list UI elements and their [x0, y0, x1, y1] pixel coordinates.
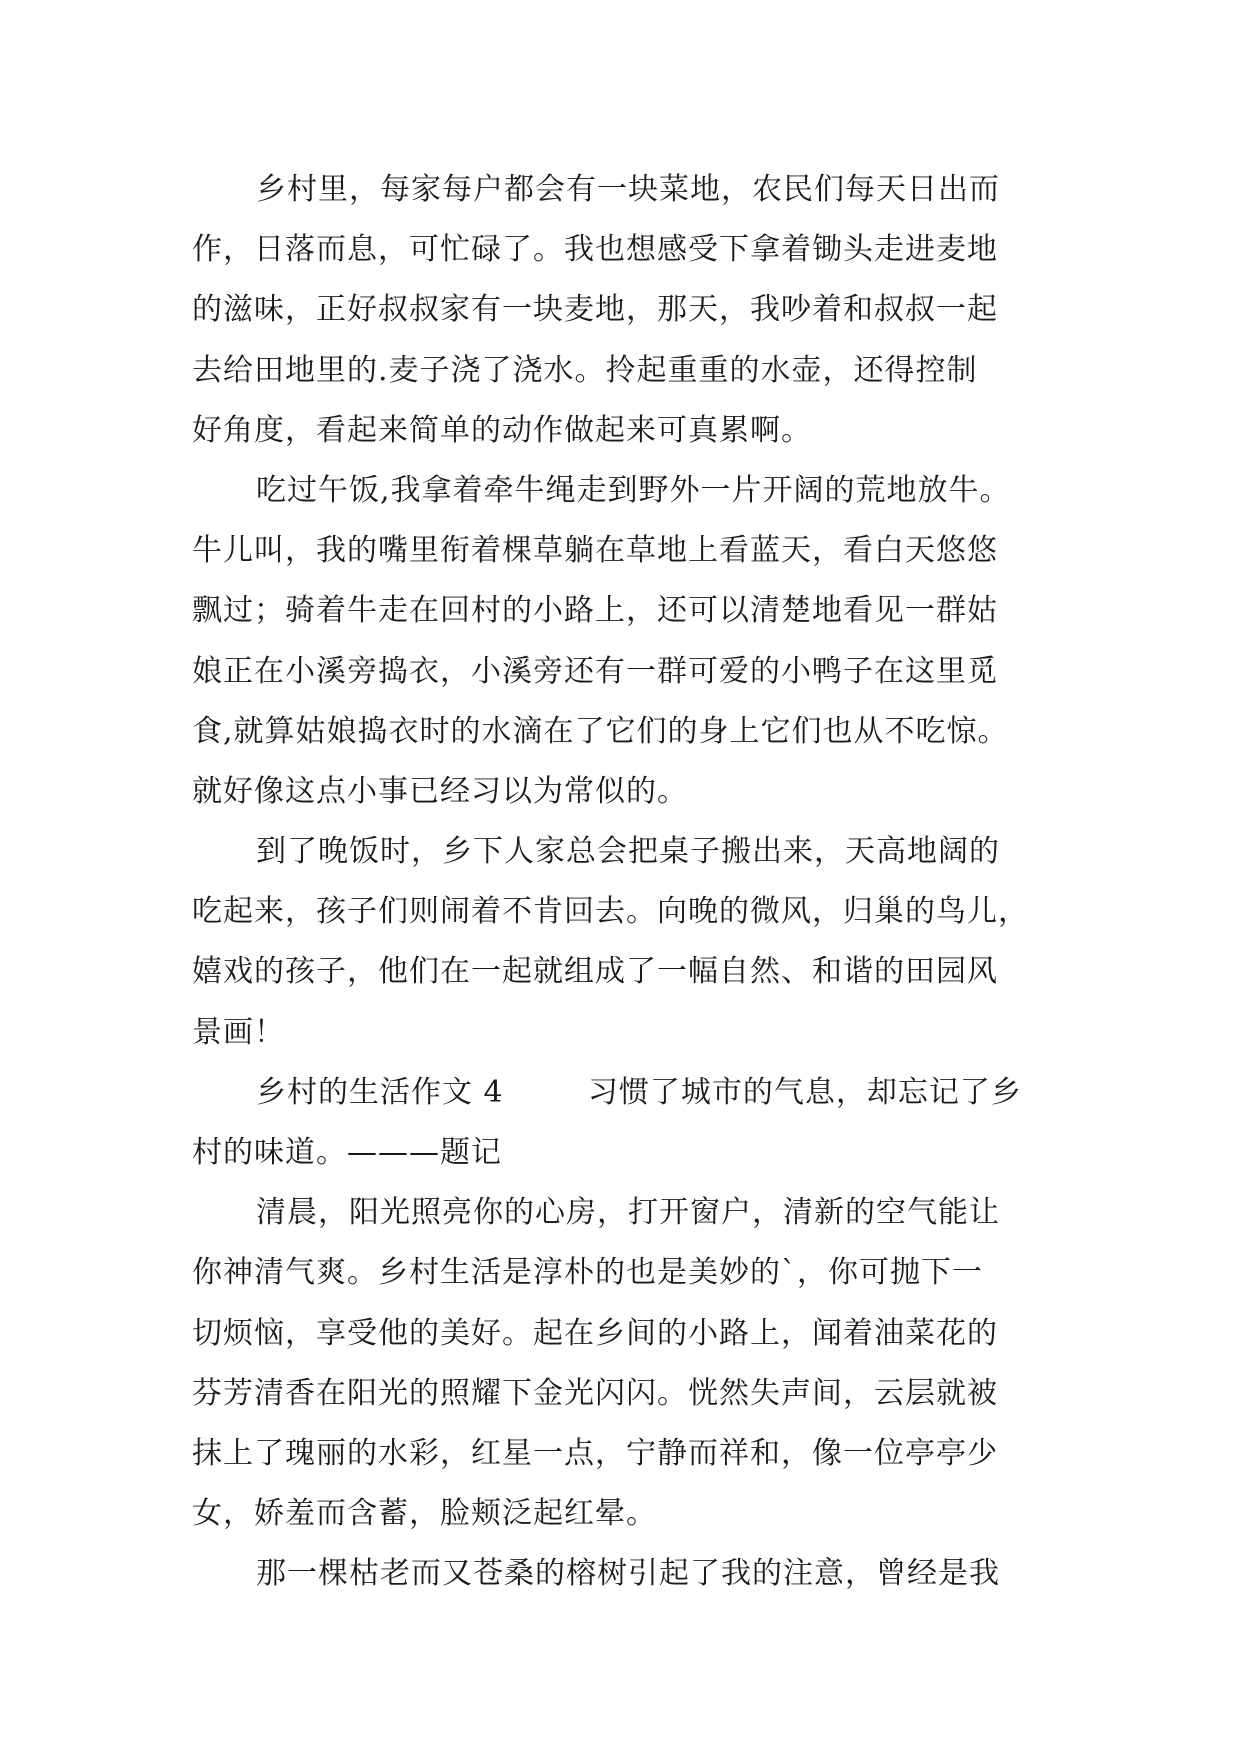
text-line: 食,就算姑娘捣衣时的水滴在了它们的身上它们也从不吃惊。 [192, 713, 1009, 749]
text-line: 吃起来，孩子们则闹着不肯回去。向晚的微风，归巢的鸟儿， [192, 894, 1029, 930]
text-line: 作，日落而息，可忙碌了。我也想感受下拿着锄头走进麦地 [192, 232, 998, 268]
text-line: 清晨，阳光照亮你的心房，打开窗户，清新的空气能让 [256, 1195, 1000, 1231]
document-body [192, 160, 1072, 1605]
text-line: 女，娇羞而含蓄，脸颊泛起红晕。 [192, 1496, 657, 1532]
paragraph [192, 822, 1072, 1063]
text-line: 乡村里，每家每户都会有一块菜地，农民们每天日出而 [256, 172, 1000, 207]
text-line: 去给田地里的.麦子浇了浇水。拎起重重的水壶，还得控制 [192, 352, 978, 388]
text-line: 切烦恼，享受他的美好。起在乡间的小路上，闻着油菜花的 [192, 1315, 998, 1351]
text-line: 就好像这点小事已经习以为常似的。 [192, 773, 688, 809]
paragraph [192, 461, 1072, 822]
text-line: 那一棵枯老而又苍桑的榕树引起了我的注意，曾经是我 [256, 1556, 1000, 1592]
text-line: 抹上了瑰丽的水彩，红星一点，宁静而祥和，像一位亭亭少 [192, 1435, 998, 1471]
text-line: 芬芳清香在阳光的照耀下金光闪闪。恍然失声间，云层就被 [192, 1375, 998, 1411]
text-line: 吃过午饭,我拿着牵牛绳走到野外一片开阔的荒地放牛。 [256, 472, 1011, 508]
text-line: 牛儿叫，我的嘴里衔着棵草躺在草地上看蓝天，看白天悠悠 [192, 533, 998, 569]
text-line: 乡村的生活作文 4 习惯了城市的气息，却忘记了乡 [256, 1074, 1022, 1110]
paragraph [192, 160, 1072, 461]
text-line: 的滋味，正好叔叔家有一块麦地，那天，我吵着和叔叔一起 [192, 292, 998, 328]
paragraph [192, 1183, 1072, 1544]
text-line: 嬉戏的孩子，他们在一起就组成了一幅自然、和谐的田园风 [192, 954, 998, 990]
text-line: 飘过；骑着牛走在回村的小路上，还可以清楚地看见一群姑 [192, 593, 998, 629]
text-line: 村的味道。———题记 [192, 1135, 502, 1170]
text-line: 景画！ [192, 1014, 285, 1050]
text-line: 娘正在小溪旁捣衣，小溪旁还有一群可爱的小鸭子在这里觅 [192, 653, 998, 689]
text-line: 到了晚饭时，乡下人家总会把桌子搬出来，天高地阔的 [256, 834, 1000, 870]
paragraph [192, 1544, 1072, 1604]
text-line: 好角度，看起来简单的动作做起来可真累啊。 [192, 412, 812, 448]
paragraph [192, 1063, 1072, 1183]
text-line: 你神清气爽。乡村生活是淳朴的也是美妙的`，你可抛下一 [192, 1255, 983, 1291]
